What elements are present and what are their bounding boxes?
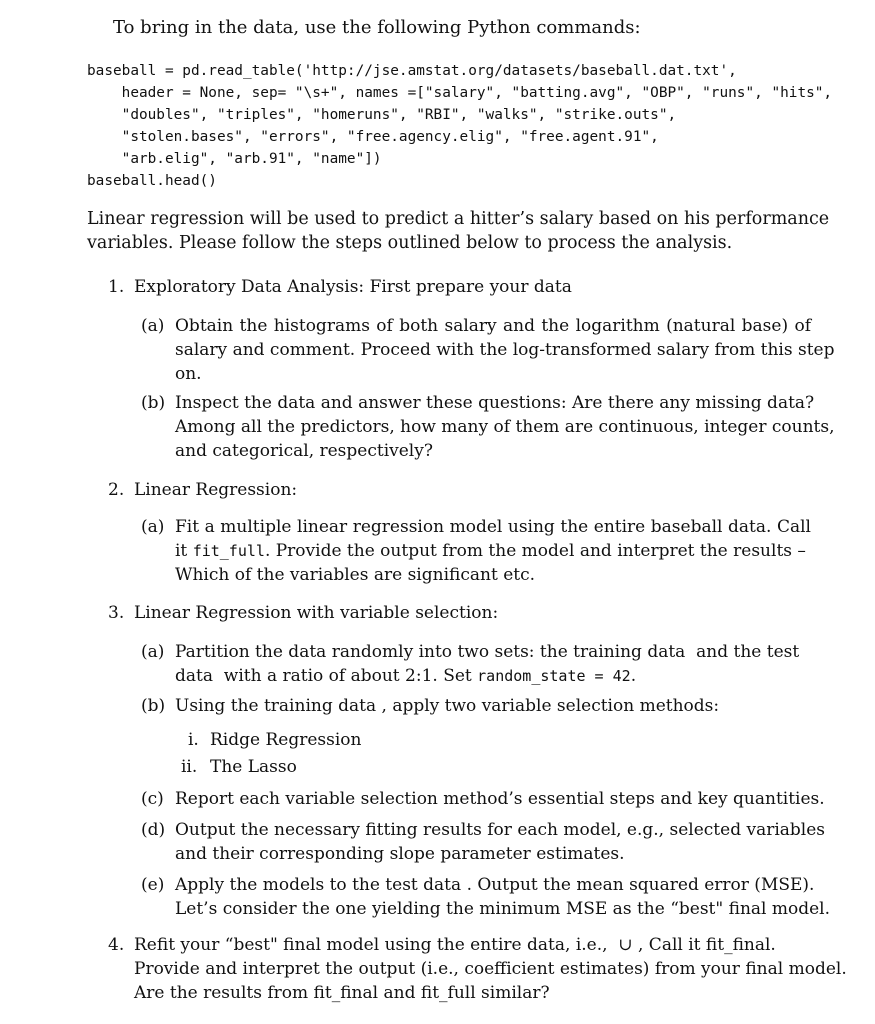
- text-fragment: with a ratio of about 2:1. Set: [223, 666, 472, 686]
- item-line: Let’s consider the one yielding the minimum MSE as the “best" final model.: [175, 899, 831, 919]
- text-fragment: Partition the data randomly into two sets: the training data: [175, 642, 686, 662]
- item-label: (d): [141, 820, 166, 840]
- section-number: 3.: [108, 603, 125, 623]
- text-fragment: .: [630, 666, 637, 686]
- item-line: salary and comment. Proceed with the log-transformed salary from this step: [175, 340, 835, 360]
- item-line: [175, 644, 799, 663]
- item-line: [175, 877, 814, 896]
- code-line: header = None, sep= "\s+", names =["salary", "batting.avg", "OBP", "runs", "hits",: [87, 85, 833, 101]
- code-line: "doubles", "triples", "homeruns", "RBI", "walks", "strike.outs",: [87, 107, 677, 123]
- section-title: Linear Regression with variable selection:: [134, 603, 499, 623]
- section-number: 2.: [108, 480, 125, 500]
- code-line: "arb.elig", "arb.91", "name"]): [87, 151, 382, 167]
- item-line: Output the necessary fitting results for each model, e.g., selected variables: [175, 820, 826, 840]
- paragraph-line: Linear regression will be used to predict a hitter’s salary based on his performance: [87, 209, 830, 229]
- subitem-text: The Lasso: [210, 757, 297, 777]
- item-line: [175, 668, 636, 687]
- item-label: (c): [141, 789, 164, 809]
- section-title: Exploratory Data Analysis: First prepare your data: [134, 277, 572, 297]
- subitem-text: Ridge Regression: [210, 730, 362, 750]
- section-number: 1.: [108, 277, 125, 297]
- text-fragment: data: [175, 666, 213, 686]
- item-label: (a): [141, 642, 165, 662]
- text-fragment: Apply the models to the test data: [175, 875, 462, 895]
- math-symbol: ∪: [618, 935, 633, 955]
- section-number: 4.: [108, 935, 125, 955]
- text-fragment: , Call it fit_final.: [638, 935, 776, 955]
- text-fragment: , apply two variable selection methods:: [381, 696, 720, 716]
- text-span: [175, 543, 806, 560]
- text-fragment: . Output the mean squared error (MSE).: [466, 875, 815, 895]
- item-line: Report each variable selection method’s essential steps and key quantities.: [175, 789, 825, 809]
- text-fragment: . Provide the output from the model and interpret the results –: [264, 541, 806, 561]
- item-label: (b): [141, 393, 166, 413]
- item-line: [175, 543, 811, 560]
- subitem-label: i.: [188, 730, 199, 750]
- subitem-label: ii.: [181, 757, 198, 777]
- inline-code: random_state = 42: [477, 667, 631, 685]
- text-fragment: and the test: [696, 642, 800, 662]
- item-line: Inspect the data and answer these questions: Are there any missing data?: [175, 393, 815, 413]
- item-label: (e): [141, 875, 165, 895]
- item-line: [134, 937, 776, 956]
- code-line: baseball.head(): [87, 173, 217, 189]
- code-line: "stolen.bases", "errors", "free.agency.elig", "free.agent.91",: [87, 129, 659, 145]
- text-fragment: it: [175, 541, 188, 561]
- code-line: baseball = pd.read_table('http://jse.amstat.org/datasets/baseball.dat.txt',: [87, 63, 737, 79]
- item-label: (b): [141, 696, 166, 716]
- item-line: Fit a multiple linear regression model using the entire baseball data. Call: [175, 517, 811, 537]
- item-line: Which of the variables are significant etc.: [175, 565, 536, 585]
- paragraph-line: variables. Please follow the steps outlined below to process the analysis.: [87, 233, 733, 253]
- section-title: Linear Regression:: [134, 480, 298, 500]
- item-label: (a): [141, 517, 165, 537]
- item-line: and categorical, respectively?: [175, 441, 433, 461]
- item-line: [175, 698, 719, 717]
- item-line: Among all the predictors, how many of them are continuous, integer counts,: [175, 417, 835, 437]
- item-line: and their corresponding slope parameter estimates.: [175, 844, 625, 864]
- intro-text: To bring in the data, use the following Python commands:: [113, 17, 641, 38]
- inline-code: fit_full: [192, 542, 265, 560]
- item-line: Provide and interpret the output (i.e., coefficient estimates) from your final model.: [134, 959, 847, 979]
- item-line: on.: [175, 364, 202, 384]
- text-fragment: Refit your “best" final model using the entire data, i.e.,: [134, 935, 608, 955]
- text-fragment: Using the training data: [175, 696, 377, 716]
- item-line: Obtain the histograms of both salary and the logarithm (natural base) of: [175, 316, 811, 336]
- item-line: Are the results from fit_final and fit_full similar?: [134, 983, 550, 1003]
- item-label: (a): [141, 316, 165, 336]
